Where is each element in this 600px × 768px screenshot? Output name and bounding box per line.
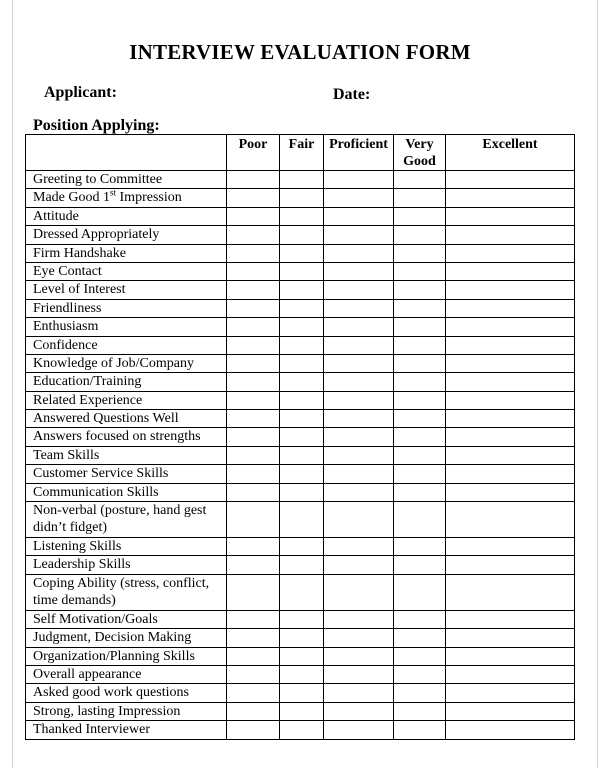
criterion-label: Related Experience — [33, 392, 143, 408]
criterion-label: Education/Training — [33, 374, 142, 390]
rating-cell-poor[interactable] — [227, 189, 280, 207]
rating-cell-poor[interactable] — [227, 702, 280, 720]
rating-cell-fair[interactable] — [280, 610, 324, 628]
rating-cell-poor[interactable] — [227, 354, 280, 372]
rating-cell-fair[interactable] — [280, 336, 324, 354]
rating-cell-excellent[interactable] — [446, 465, 575, 483]
rating-cell-fair[interactable] — [280, 556, 324, 574]
rating-cell-excellent[interactable] — [446, 244, 575, 262]
rating-cell-excellent[interactable] — [446, 318, 575, 336]
criterion-cell — [26, 244, 227, 262]
rating-cell-very-good[interactable] — [394, 391, 446, 409]
criterion-label: Thanked Interviewer — [33, 722, 150, 738]
table-row — [26, 281, 575, 299]
rating-cell-very-good[interactable] — [394, 702, 446, 720]
table-row — [26, 574, 575, 610]
rating-cell-excellent[interactable] — [446, 171, 575, 189]
rating-cell-poor[interactable] — [227, 299, 280, 317]
rating-cell-poor[interactable] — [227, 665, 280, 683]
rating-cell-poor[interactable] — [227, 465, 280, 483]
table-row — [26, 446, 575, 464]
rating-cell-poor[interactable] — [227, 171, 280, 189]
criterion-label: Listening Skills — [33, 539, 122, 555]
table-row — [26, 410, 575, 428]
criterion-label: Team Skills — [33, 447, 100, 463]
rating-cell-excellent[interactable] — [446, 299, 575, 317]
rating-cell-poor[interactable] — [227, 556, 280, 574]
rating-cell-fair[interactable] — [280, 262, 324, 280]
col-header-fair: Fair — [280, 135, 324, 171]
rating-cell-proficient[interactable] — [324, 665, 394, 683]
rating-cell-very-good[interactable] — [394, 226, 446, 244]
rating-cell-very-good[interactable] — [394, 336, 446, 354]
rating-cell-proficient[interactable] — [324, 299, 394, 317]
criterion-cell — [26, 665, 227, 683]
table-row — [26, 318, 575, 336]
rating-cell-excellent[interactable] — [446, 483, 575, 501]
rating-cell-proficient[interactable] — [324, 647, 394, 665]
table-body — [26, 171, 575, 740]
rating-cell-poor[interactable] — [227, 629, 280, 647]
rating-cell-proficient[interactable] — [324, 244, 394, 262]
criterion-cell — [26, 226, 227, 244]
criterion-cell — [26, 428, 227, 446]
rating-cell-poor[interactable] — [227, 410, 280, 428]
rating-cell-proficient[interactable] — [324, 354, 394, 372]
rating-cell-poor[interactable] — [227, 446, 280, 464]
table-row — [26, 684, 575, 702]
rating-cell-proficient[interactable] — [324, 189, 394, 207]
rating-cell-excellent[interactable] — [446, 502, 575, 538]
table-row — [26, 556, 575, 574]
criterion-label: Coping Ability (stress, conflict, — [33, 575, 210, 591]
criterion-label: Non-verbal (posture, hand gest — [33, 503, 207, 519]
table-row — [26, 354, 575, 372]
rating-cell-proficient[interactable] — [324, 721, 394, 739]
rating-cell-proficient[interactable] — [324, 610, 394, 628]
rating-cell-poor[interactable] — [227, 244, 280, 262]
rating-cell-very-good[interactable] — [394, 428, 446, 446]
rating-cell-fair[interactable] — [280, 465, 324, 483]
table-row — [26, 299, 575, 317]
criterion-label: Strong, lasting Impression — [33, 703, 181, 719]
col-header-proficient: Proficient — [324, 135, 394, 171]
criteria-header — [26, 135, 227, 171]
criterion-cell — [26, 391, 227, 409]
table-row — [26, 702, 575, 720]
date-label: Date: — [333, 86, 371, 103]
rating-cell-very-good[interactable] — [394, 629, 446, 647]
criterion-cell — [26, 318, 227, 336]
criterion-label: Greeting to Committee — [33, 172, 163, 187]
rating-cell-excellent[interactable] — [446, 556, 575, 574]
rating-cell-poor[interactable] — [227, 610, 280, 628]
rating-cell-excellent[interactable] — [446, 446, 575, 464]
rating-cell-fair[interactable] — [280, 446, 324, 464]
rating-cell-excellent[interactable] — [446, 226, 575, 244]
rating-cell-fair[interactable] — [280, 244, 324, 262]
rating-cell-proficient[interactable] — [324, 207, 394, 225]
rating-cell-poor[interactable] — [227, 428, 280, 446]
rating-cell-fair[interactable] — [280, 721, 324, 739]
criterion-cell — [26, 207, 227, 225]
rating-cell-fair[interactable] — [280, 318, 324, 336]
rating-cell-proficient[interactable] — [324, 262, 394, 280]
table-row — [26, 262, 575, 280]
rating-cell-very-good[interactable] — [394, 610, 446, 628]
criterion-label: Confidence — [33, 337, 98, 353]
rating-cell-very-good[interactable] — [394, 502, 446, 538]
criterion-label: time demands) — [33, 592, 116, 608]
rating-cell-proficient[interactable] — [324, 226, 394, 244]
table-row — [26, 538, 575, 556]
rating-cell-very-good[interactable] — [394, 189, 446, 207]
rating-cell-poor[interactable] — [227, 647, 280, 665]
rating-cell-poor[interactable] — [227, 262, 280, 280]
rating-cell-fair[interactable] — [280, 189, 324, 207]
rating-cell-excellent[interactable] — [446, 665, 575, 683]
rating-cell-fair[interactable] — [280, 574, 324, 610]
criterion-cell — [26, 354, 227, 372]
criterion-cell — [26, 465, 227, 483]
criterion-label: Leadership Skills — [33, 557, 131, 573]
rating-cell-very-good[interactable] — [394, 318, 446, 336]
rating-cell-poor[interactable] — [227, 391, 280, 409]
criterion-label: Overall appearance — [33, 666, 142, 682]
criterion-label: Knowledge of Job/Company — [33, 355, 194, 371]
criterion-label: Self Motivation/Goals — [33, 611, 158, 627]
rating-cell-proficient[interactable] — [324, 684, 394, 702]
rating-cell-excellent[interactable] — [446, 610, 575, 628]
criterion-cell — [26, 610, 227, 628]
rating-cell-poor[interactable] — [227, 373, 280, 391]
criterion-label: Judgment, Decision Making — [33, 630, 192, 646]
criterion-cell — [26, 702, 227, 720]
rating-cell-fair[interactable] — [280, 226, 324, 244]
criterion-label: Communication Skills — [33, 484, 159, 500]
table-row — [26, 207, 575, 225]
rating-cell-very-good[interactable] — [394, 665, 446, 683]
rating-cell-poor[interactable] — [227, 684, 280, 702]
rating-cell-very-good[interactable] — [394, 354, 446, 372]
rating-cell-poor[interactable] — [227, 336, 280, 354]
rating-cell-proficient[interactable] — [324, 556, 394, 574]
criterion-label: Level of Interest — [33, 282, 126, 298]
rating-cell-very-good[interactable] — [394, 446, 446, 464]
rating-cell-very-good[interactable] — [394, 281, 446, 299]
rating-cell-proficient[interactable] — [324, 171, 394, 189]
rating-cell-fair[interactable] — [280, 171, 324, 189]
table-row — [26, 483, 575, 501]
rating-cell-excellent[interactable] — [446, 189, 575, 207]
rating-cell-excellent[interactable] — [446, 702, 575, 720]
criterion-label: Organization/Planning Skills — [33, 648, 195, 664]
criterion-label: didn’t fidget) — [33, 520, 108, 536]
rating-cell-very-good[interactable] — [394, 721, 446, 739]
rating-cell-proficient[interactable] — [324, 391, 394, 409]
rating-cell-fair[interactable] — [280, 207, 324, 225]
criterion-label: Dressed Appropriately — [33, 227, 160, 243]
rating-cell-poor[interactable] — [227, 226, 280, 244]
rating-cell-excellent[interactable] — [446, 428, 575, 446]
criterion-cell — [26, 556, 227, 574]
rating-cell-proficient[interactable] — [324, 318, 394, 336]
rating-cell-fair[interactable] — [280, 702, 324, 720]
rating-cell-fair[interactable] — [280, 538, 324, 556]
rating-cell-fair[interactable] — [280, 410, 324, 428]
rating-cell-very-good[interactable] — [394, 684, 446, 702]
rating-cell-fair[interactable] — [280, 483, 324, 501]
criterion-cell — [26, 299, 227, 317]
col-header-very-good — [394, 135, 446, 171]
rating-cell-very-good[interactable] — [394, 574, 446, 610]
criterion-cell — [26, 721, 227, 739]
rating-cell-fair[interactable] — [280, 647, 324, 665]
criterion-cell — [26, 538, 227, 556]
rating-cell-excellent[interactable] — [446, 538, 575, 556]
rating-cell-fair[interactable] — [280, 629, 324, 647]
criterion-cell — [26, 483, 227, 501]
col-header-excellent: Excellent — [446, 135, 575, 171]
criterion-label: Answered Questions Well — [33, 411, 179, 427]
rating-cell-very-good[interactable] — [394, 410, 446, 428]
criterion-cell — [26, 574, 227, 610]
applicant-label: Applicant: — [44, 84, 117, 101]
rating-cell-poor[interactable] — [227, 574, 280, 610]
rating-cell-very-good[interactable] — [394, 262, 446, 280]
rating-cell-proficient[interactable] — [324, 483, 394, 501]
rating-cell-fair[interactable] — [280, 391, 324, 409]
rating-cell-poor[interactable] — [227, 483, 280, 501]
rating-cell-excellent[interactable] — [446, 647, 575, 665]
rating-cell-excellent[interactable] — [446, 574, 575, 610]
col-header-very-good-line1: Very — [405, 137, 434, 152]
rating-cell-excellent[interactable] — [446, 262, 575, 280]
table-row — [26, 465, 575, 483]
criterion-label: Friendliness — [33, 300, 102, 316]
rating-cell-proficient[interactable] — [324, 446, 394, 464]
rating-cell-very-good[interactable] — [394, 538, 446, 556]
rating-cell-proficient[interactable] — [324, 502, 394, 538]
rating-cell-poor[interactable] — [227, 721, 280, 739]
rating-cell-very-good[interactable] — [394, 373, 446, 391]
rating-cell-proficient[interactable] — [324, 336, 394, 354]
rating-cell-proficient[interactable] — [324, 538, 394, 556]
rating-cell-fair[interactable] — [280, 281, 324, 299]
criterion-label: Eye Contact — [33, 263, 102, 279]
criterion-cell — [26, 629, 227, 647]
criterion-cell — [26, 281, 227, 299]
criterion-cell — [26, 502, 227, 538]
criterion-cell — [26, 373, 227, 391]
rating-cell-excellent[interactable] — [446, 373, 575, 391]
criterion-label: Asked good work questions — [33, 685, 189, 701]
table-row — [26, 226, 575, 244]
rating-cell-proficient[interactable] — [324, 410, 394, 428]
table-row — [26, 610, 575, 628]
criterion-label: Attitude — [33, 208, 79, 224]
criterion-cell — [26, 446, 227, 464]
rating-cell-excellent[interactable] — [446, 207, 575, 225]
criterion-cell — [26, 647, 227, 665]
rating-cell-excellent[interactable] — [446, 410, 575, 428]
rating-cell-very-good[interactable] — [394, 465, 446, 483]
rating-cell-very-good[interactable] — [394, 244, 446, 262]
rating-cell-very-good[interactable] — [394, 647, 446, 665]
rating-cell-very-good[interactable] — [394, 299, 446, 317]
rating-cell-proficient[interactable] — [324, 465, 394, 483]
table-row — [26, 629, 575, 647]
form-title: INTERVIEW EVALUATION FORM — [129, 40, 471, 64]
evaluation-table — [25, 134, 575, 740]
rating-cell-excellent[interactable] — [446, 684, 575, 702]
criterion-cell — [26, 262, 227, 280]
rating-cell-excellent[interactable] — [446, 721, 575, 739]
table-row — [26, 502, 575, 538]
criterion-label: Firm Handshake — [33, 245, 126, 261]
criterion-cell — [26, 410, 227, 428]
rating-cell-proficient[interactable] — [324, 574, 394, 610]
criterion-cell — [26, 684, 227, 702]
col-header-poor: Poor — [227, 135, 280, 171]
table-row — [26, 373, 575, 391]
rating-cell-poor[interactable] — [227, 207, 280, 225]
rating-cell-proficient[interactable] — [324, 702, 394, 720]
criterion-label: Enthusiasm — [33, 319, 99, 335]
table-row — [26, 171, 575, 189]
table-row — [26, 336, 575, 354]
rating-cell-proficient[interactable] — [324, 373, 394, 391]
rating-cell-poor[interactable] — [227, 281, 280, 299]
rating-cell-very-good[interactable] — [394, 483, 446, 501]
rating-cell-proficient[interactable] — [324, 281, 394, 299]
criterion-label: Made Good 1st Impression — [33, 189, 182, 206]
criterion-cell — [26, 171, 227, 189]
rating-cell-excellent[interactable] — [446, 281, 575, 299]
table-row — [26, 244, 575, 262]
criterion-label: Customer Service Skills — [33, 466, 169, 482]
rating-cell-fair[interactable] — [280, 665, 324, 683]
col-header-very-good-line2: Good — [403, 154, 436, 169]
rating-cell-fair[interactable] — [280, 428, 324, 446]
rating-cell-excellent[interactable] — [446, 336, 575, 354]
table-row — [26, 665, 575, 683]
rating-cell-fair[interactable] — [280, 354, 324, 372]
criterion-cell — [26, 336, 227, 354]
rating-cell-fair[interactable] — [280, 373, 324, 391]
rating-cell-very-good[interactable] — [394, 171, 446, 189]
rating-cell-poor[interactable] — [227, 318, 280, 336]
table-row — [26, 647, 575, 665]
rating-cell-excellent[interactable] — [446, 629, 575, 647]
table-row — [26, 721, 575, 739]
rating-cell-proficient[interactable] — [324, 428, 394, 446]
rating-cell-fair[interactable] — [280, 502, 324, 538]
rating-cell-very-good[interactable] — [394, 556, 446, 574]
rating-cell-proficient[interactable] — [324, 629, 394, 647]
table-row — [26, 428, 575, 446]
rating-cell-fair[interactable] — [280, 684, 324, 702]
criterion-label: Answers focused on strengths — [33, 429, 201, 445]
table-header-row — [26, 135, 575, 171]
criterion-cell — [26, 189, 227, 207]
rating-cell-excellent[interactable] — [446, 391, 575, 409]
rating-cell-very-good[interactable] — [394, 207, 446, 225]
rating-cell-fair[interactable] — [280, 299, 324, 317]
position-label: Position Applying: — [33, 117, 160, 134]
table-row — [26, 189, 575, 207]
rating-cell-poor[interactable] — [227, 502, 280, 538]
rating-cell-excellent[interactable] — [446, 354, 575, 372]
rating-cell-poor[interactable] — [227, 538, 280, 556]
table-row — [26, 391, 575, 409]
